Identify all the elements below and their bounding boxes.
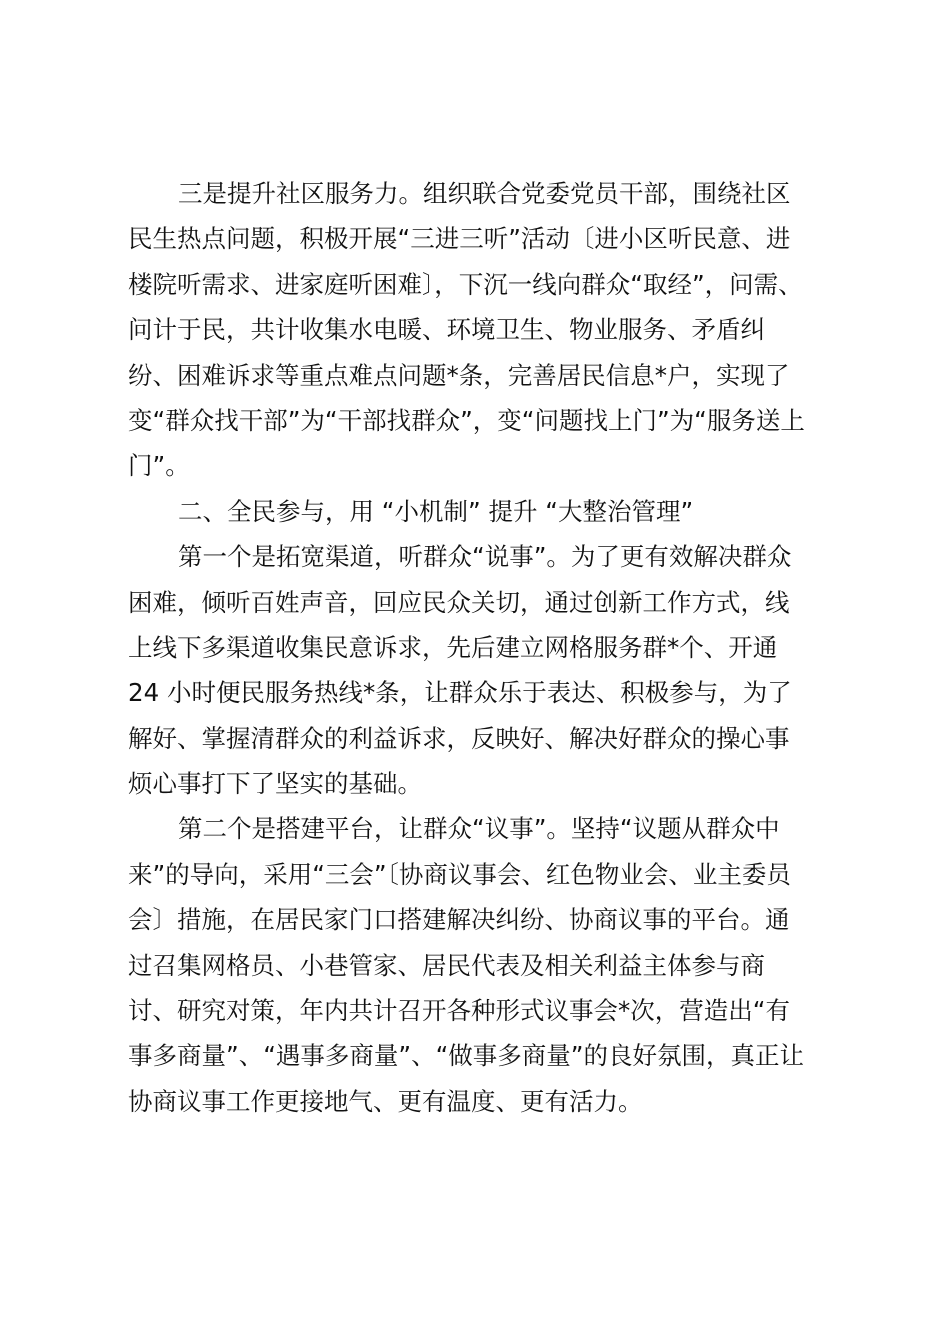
paragraph-1-line-1: 三是提升社区服务力。组织联合党委党员干部，围绕社区 [178, 179, 791, 208]
paragraph-2-line-2: 困难，倾听百姓声音，回应民众关切，通过创新工作方式，线 [128, 587, 790, 617]
paragraph-1-line-4: 问计于民，共计收集水电暖、环境卫生、物业服务、矛盾纠 [128, 315, 765, 345]
paragraph-2-line-3: 上线下多渠道收集民意诉求，先后建立网格服务群*个、开通 [128, 632, 778, 662]
document-body [128, 171, 838, 1124]
paragraph-2-line-4: 24 小时便民服务热线*条，让群众乐于表达、积极参与，为了 [128, 678, 792, 708]
paragraph-3-line-7: 协商议事工作更接地气、更有温度、更有活力。 [128, 1086, 643, 1116]
paragraph-1-line-7: 门”。 [128, 451, 190, 481]
paragraph-3-line-3: 会〕措施，在居民家门口搭建解决纠纷、协商议事的平台。通 [128, 905, 790, 935]
paragraph-2-line-5: 解好、掌握清群众的利益诉求，反映好、解决好群众的操心事 [128, 723, 790, 753]
paragraph-3-line-2: 来”的导向，采用“三会”〔协商议事会、红色物业会、业主委员 [128, 859, 791, 889]
paragraph-3-line-6: 事多商量”、“遇事多商量”、“做事多商量”的良好氛围，真正让 [128, 1041, 804, 1071]
paragraph-3-line-5: 讨、研究对策，年内共计召开各种形式议事会*次，营造出“有 [128, 996, 790, 1026]
paragraph-2-line-1: 第一个是拓宽渠道，听群众“说事”。为了更有效解决群众 [178, 542, 792, 572]
paragraph-1-line-5: 纷、困难诉求等重点难点问题*条，完善居民信息*户，实现了 [128, 360, 790, 390]
paragraph-1-line-6: 变“群众找干部”为“干部找群众”，变“问题找上门”为“服务送上 [128, 405, 805, 435]
section-heading: 二、全民参与，用 “小机制” 提升 “大整治管理” [178, 496, 694, 526]
paragraph-3-line-4: 过召集网格员、小巷管家、居民代表及相关利益主体参与商 [128, 950, 765, 980]
paragraph-3-line-1: 第二个是搭建平台，让群众“议事”。坚持“议题从群众中 [178, 814, 780, 844]
paragraph-2-line-6: 烦心事打下了坚实的基础。 [128, 769, 422, 799]
paragraph-1-line-2: 民生热点问题，积极开展“三进三听”活动〔进小区听民意、进 [128, 224, 791, 254]
paragraph-1-line-3: 楼院听需求、进家庭听困难〕，下沉一线向群众“取经”，问需、 [128, 269, 803, 299]
